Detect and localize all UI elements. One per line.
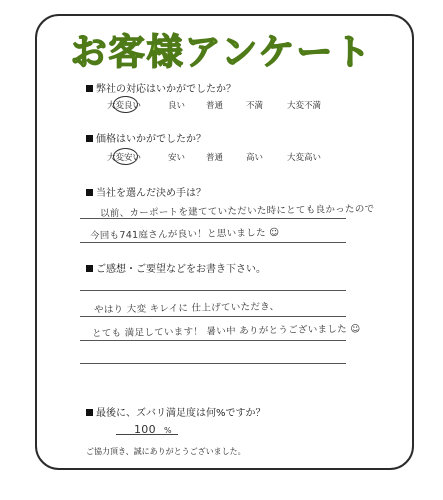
question-4: ご感想・ご要望などをお書き下さい。 — [86, 260, 266, 275]
handwritten-answer-q4-line-2: とても 満足しています！ 暑い中 ありがとうございました ☺ — [91, 323, 361, 340]
question-1-options — [100, 99, 340, 113]
option-q2-2[interactable]: 普通 — [206, 153, 224, 163]
square-bullet-icon — [86, 135, 93, 142]
satisfaction-value: 100 — [134, 423, 156, 436]
option-q2-3[interactable]: 高い — [246, 153, 264, 163]
square-bullet-icon — [86, 409, 93, 416]
option-q2-4[interactable]: 大変高い — [287, 153, 322, 163]
page-title: お客様アンケート — [70, 32, 373, 73]
option-q1-3[interactable]: 不満 — [246, 101, 264, 111]
answer-line — [80, 218, 346, 219]
footer-thanks: ご協力頂き、誠にありがとうございました。 — [86, 447, 246, 456]
question-1: 弊社の対応はいかがでしたか？ — [86, 80, 236, 95]
square-bullet-icon — [86, 265, 93, 272]
handwritten-answer-q4-line-1: やはり 大変 キレイに 仕上げていただき、 — [93, 301, 280, 316]
answer-line — [80, 363, 346, 364]
answer-line — [80, 316, 346, 317]
handwritten-answer-q3-line-1: 以前、カーポートを建てていただいた時にとても良かったので — [99, 203, 375, 220]
square-bullet-icon — [86, 85, 93, 92]
option-q2-0[interactable]: 大変安い — [107, 153, 142, 163]
option-q1-4[interactable]: 大変不満 — [287, 101, 322, 111]
question-2: 価格はいかがでしたか？ — [86, 130, 206, 145]
option-q1-1[interactable]: 良い — [168, 101, 186, 111]
question-2-options — [100, 151, 340, 165]
option-q1-0[interactable]: 大変良い — [107, 101, 142, 111]
percent-unit: % — [164, 426, 172, 435]
answer-line — [80, 242, 346, 243]
option-q1-2[interactable]: 普通 — [206, 101, 224, 111]
square-bullet-icon — [86, 189, 93, 196]
question-3: 当社を選んだ決め手は？ — [86, 184, 206, 199]
answer-line — [80, 290, 346, 291]
answer-line — [80, 340, 346, 341]
satisfaction-line — [116, 434, 178, 435]
handwritten-answer-q3-line-2: 今回も741庭さんが良い！と思いました ☺ — [89, 227, 280, 242]
question-5: 最後に、ズバリ満足度は何%ですか？ — [86, 404, 266, 419]
option-q2-1[interactable]: 安い — [168, 153, 186, 163]
